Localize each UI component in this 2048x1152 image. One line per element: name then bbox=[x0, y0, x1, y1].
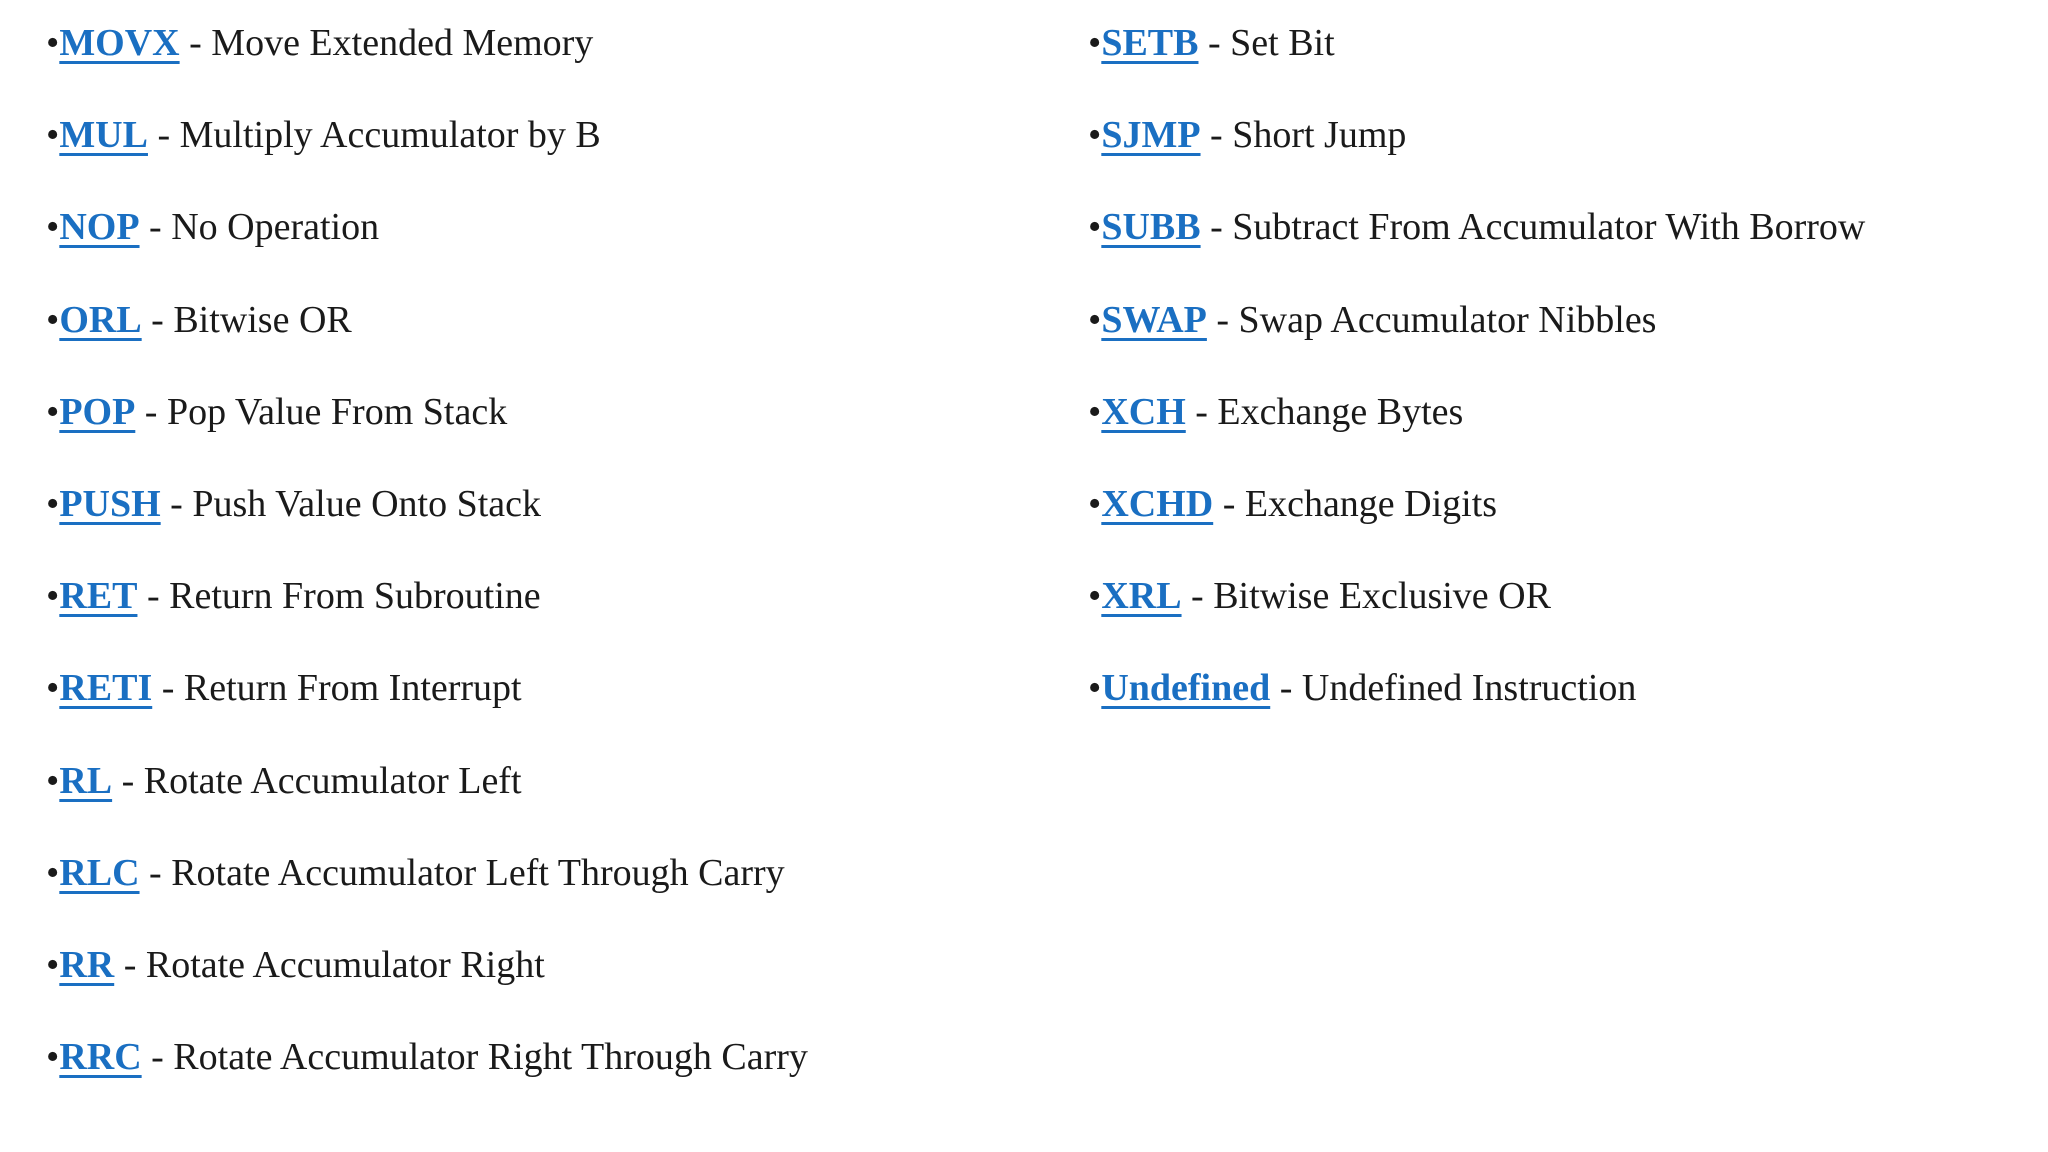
mnemonic-link-mul[interactable]: MUL bbox=[59, 114, 148, 157]
separator: - bbox=[152, 667, 184, 710]
instruction-item-nop bbox=[46, 198, 808, 290]
mnemonic-link-rl[interactable]: RL bbox=[59, 759, 113, 802]
separator: - bbox=[1198, 22, 1231, 64]
instruction-item-orl bbox=[46, 291, 808, 383]
instruction-item-swap bbox=[1088, 291, 1865, 383]
instruction-item-ret bbox=[46, 567, 808, 659]
separator: - bbox=[147, 114, 180, 157]
instruction-description: Pop Value From Stack bbox=[166, 390, 508, 433]
instruction-description: Swap Accumulator Nibbles bbox=[1238, 298, 1657, 341]
mnemonic-link-push[interactable]: PUSH bbox=[59, 482, 161, 525]
separator: - bbox=[139, 851, 172, 894]
instruction-description: Exchange Digits bbox=[1244, 482, 1498, 525]
instruction-description: Move Extended Memory bbox=[211, 22, 594, 64]
bullet-icon: • bbox=[1088, 482, 1102, 525]
instruction-item-movx bbox=[46, 14, 808, 106]
instruction-item-rr bbox=[46, 936, 808, 1028]
instruction-description: Rotate Accumulator Right bbox=[145, 943, 545, 986]
instruction-item-setb bbox=[1088, 14, 1865, 106]
instruction-description: Exchange Bytes bbox=[1217, 390, 1464, 433]
mnemonic-link-xchd[interactable]: XCHD bbox=[1101, 482, 1214, 525]
separator: - bbox=[1181, 575, 1214, 618]
instruction-item-rlc bbox=[46, 844, 808, 936]
separator: - bbox=[141, 298, 174, 341]
separator: - bbox=[1213, 482, 1245, 525]
instruction-description: Subtract From Accumulator With Borrow bbox=[1232, 206, 1866, 249]
mnemonic-link-orl[interactable]: ORL bbox=[59, 298, 142, 341]
bullet-icon: • bbox=[46, 667, 60, 710]
mnemonic-link-rlc[interactable]: RLC bbox=[59, 851, 140, 894]
instruction-item-pop bbox=[46, 383, 808, 475]
mnemonic-link-undefined[interactable]: Undefined bbox=[1101, 667, 1271, 710]
separator: - bbox=[135, 390, 167, 433]
mnemonic-link-rrc[interactable]: RRC bbox=[59, 1036, 142, 1079]
instruction-description: Rotate Accumulator Right Through Carry bbox=[173, 1036, 808, 1079]
bullet-icon: • bbox=[1088, 575, 1102, 618]
mnemonic-link-reti[interactable]: RETI bbox=[59, 667, 153, 710]
mnemonic-link-swap[interactable]: SWAP bbox=[1101, 298, 1207, 341]
instruction-description: Rotate Accumulator Left bbox=[143, 759, 522, 802]
bullet-icon: • bbox=[1088, 114, 1102, 157]
instruction-description: Return From Interrupt bbox=[183, 667, 522, 710]
bullet-icon: • bbox=[46, 298, 60, 341]
mnemonic-link-xch[interactable]: XCH bbox=[1101, 390, 1186, 433]
mnemonic-link-setb[interactable]: SETB bbox=[1101, 22, 1199, 64]
mnemonic-link-rr[interactable]: RR bbox=[59, 943, 115, 986]
bullet-icon: • bbox=[1088, 298, 1102, 341]
instruction-item-undefined bbox=[1088, 659, 1865, 751]
instruction-item-mul bbox=[46, 106, 808, 198]
bullet-icon: • bbox=[46, 575, 60, 618]
separator: - bbox=[1200, 206, 1233, 249]
instruction-description: Undefined Instruction bbox=[1301, 667, 1637, 710]
instruction-description: Multiply Accumulator by B bbox=[179, 114, 601, 157]
instruction-item-rl bbox=[46, 752, 808, 844]
instruction-item-xch bbox=[1088, 383, 1865, 475]
separator: - bbox=[137, 575, 170, 618]
separator: - bbox=[141, 1036, 174, 1079]
instruction-description: Short Jump bbox=[1232, 114, 1407, 157]
mnemonic-link-xrl[interactable]: XRL bbox=[1101, 575, 1182, 618]
bullet-icon: • bbox=[46, 114, 60, 157]
mnemonic-link-subb[interactable]: SUBB bbox=[1101, 206, 1201, 249]
bullet-icon: • bbox=[46, 943, 60, 986]
bullet-icon: • bbox=[1088, 206, 1102, 249]
instruction-item-xrl bbox=[1088, 567, 1865, 659]
mnemonic-link-sjmp[interactable]: SJMP bbox=[1101, 114, 1201, 157]
bullet-icon: • bbox=[46, 390, 60, 433]
instruction-description: Bitwise OR bbox=[173, 298, 352, 341]
bullet-icon: • bbox=[46, 1036, 60, 1079]
instruction-description: No Operation bbox=[171, 206, 380, 249]
separator: - bbox=[1200, 114, 1233, 157]
instruction-description: Bitwise Exclusive OR bbox=[1213, 575, 1551, 618]
instruction-item-rrc bbox=[46, 1028, 808, 1120]
instruction-item-reti bbox=[46, 659, 808, 751]
instruction-list-left bbox=[46, 14, 808, 1120]
instruction-description: Return From Subroutine bbox=[169, 575, 541, 618]
mnemonic-link-pop[interactable]: POP bbox=[59, 390, 136, 433]
separator: - bbox=[1270, 667, 1302, 710]
instruction-item-push bbox=[46, 475, 808, 567]
mnemonic-link-nop[interactable]: NOP bbox=[59, 206, 140, 249]
separator: - bbox=[160, 482, 193, 525]
mnemonic-link-movx[interactable]: MOVX bbox=[59, 22, 180, 64]
separator: - bbox=[1206, 298, 1239, 341]
separator: - bbox=[112, 759, 144, 802]
mnemonic-link-ret[interactable]: RET bbox=[59, 575, 138, 618]
instruction-description: Rotate Accumulator Left Through Carry bbox=[171, 851, 785, 894]
instruction-description: Set Bit bbox=[1230, 22, 1335, 64]
instruction-description: Push Value Onto Stack bbox=[192, 482, 542, 525]
separator: - bbox=[179, 22, 212, 64]
bullet-icon: • bbox=[46, 22, 60, 64]
instruction-list-right bbox=[1088, 14, 1865, 752]
bullet-icon: • bbox=[1088, 390, 1102, 433]
bullet-icon: • bbox=[1088, 667, 1102, 710]
bullet-icon: • bbox=[46, 759, 60, 802]
instruction-item-sjmp bbox=[1088, 106, 1865, 198]
instruction-item-xchd bbox=[1088, 475, 1865, 567]
bullet-icon: • bbox=[46, 206, 60, 249]
instruction-item-subb bbox=[1088, 198, 1865, 290]
separator: - bbox=[1185, 390, 1218, 433]
separator: - bbox=[139, 206, 172, 249]
separator: - bbox=[114, 943, 146, 986]
bullet-icon: • bbox=[1088, 22, 1102, 64]
bullet-icon: • bbox=[46, 851, 60, 894]
bullet-icon: • bbox=[46, 482, 60, 525]
